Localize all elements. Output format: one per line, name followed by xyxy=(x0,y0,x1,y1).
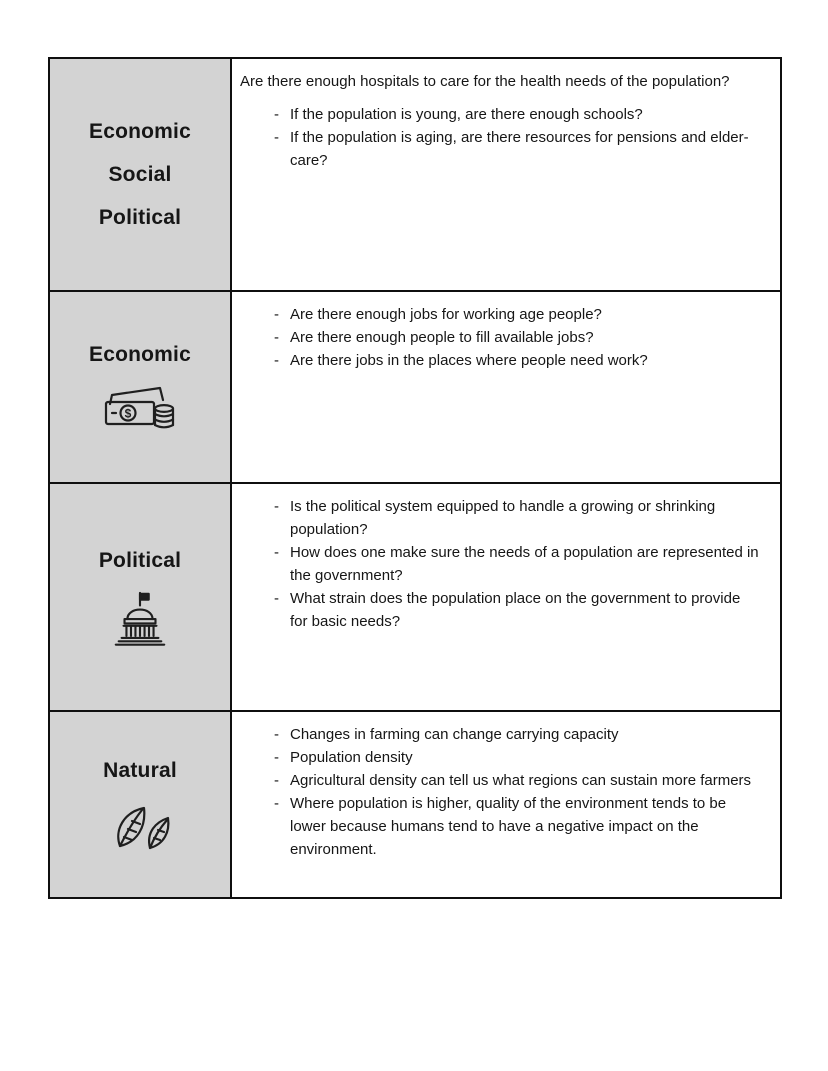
bullet-item: - Population density xyxy=(272,746,760,769)
row-content-cell xyxy=(231,711,781,898)
bullet-item: - Agricultural density can tell us what regions can sustain more farmers xyxy=(272,769,760,792)
row-label-cell xyxy=(49,58,231,291)
bullet-item: - Changes in farming can change carrying capacity xyxy=(272,723,760,746)
row-content-cell xyxy=(231,483,781,711)
row-label: Social xyxy=(108,163,172,186)
bullet-list xyxy=(240,103,764,172)
bullet-item: - Where population is higher, quality of the environment tends to be lower because humans tend to have a negative impact on the environment. xyxy=(272,792,760,861)
table-row xyxy=(49,291,781,483)
intro-text: Are there enough hospitals to care for the health needs of the population? xyxy=(240,73,730,90)
bullet-item: - Is the political system equipped to handle a growing or shrinking population? xyxy=(272,495,760,541)
row-label: Economic xyxy=(89,343,191,366)
leaves-icon xyxy=(108,800,172,856)
bullet-item: - If the population is young, are there enough schools? xyxy=(272,103,760,126)
row-label: Natural xyxy=(103,758,177,782)
bullet-item: - Are there enough jobs for working age people? xyxy=(272,303,760,326)
bullet-item: - How does one make sure the needs of a population are represented in the government? xyxy=(272,541,760,587)
bullet-list xyxy=(240,495,764,633)
table-row xyxy=(49,483,781,711)
bullet-item: - Are there jobs in the places where people need work? xyxy=(272,349,760,372)
row-content-cell xyxy=(231,58,781,291)
table-row xyxy=(49,711,781,898)
table-row xyxy=(49,58,781,291)
svg-text:$: $ xyxy=(124,406,132,421)
bullet-item: - What strain does the population place on the government to provide for basic needs? xyxy=(272,587,760,633)
row-content-cell xyxy=(231,291,781,483)
row-label-cell xyxy=(49,483,231,711)
population-factors-table xyxy=(48,57,782,899)
row-label: Political xyxy=(98,206,182,229)
bullet-list xyxy=(240,303,764,372)
money-icon xyxy=(102,384,178,436)
row-label-cell xyxy=(49,711,231,898)
row-label-cell xyxy=(49,291,231,483)
row-label: Economic xyxy=(89,120,191,143)
bullet-item: - Are there enough people to fill available jobs? xyxy=(272,326,760,349)
bullet-item: - If the population is aging, are there resources for pensions and elder-care? xyxy=(272,126,760,172)
bullet-list xyxy=(240,723,764,861)
capitol-building-icon xyxy=(109,590,171,650)
row-label: Political xyxy=(98,549,182,572)
